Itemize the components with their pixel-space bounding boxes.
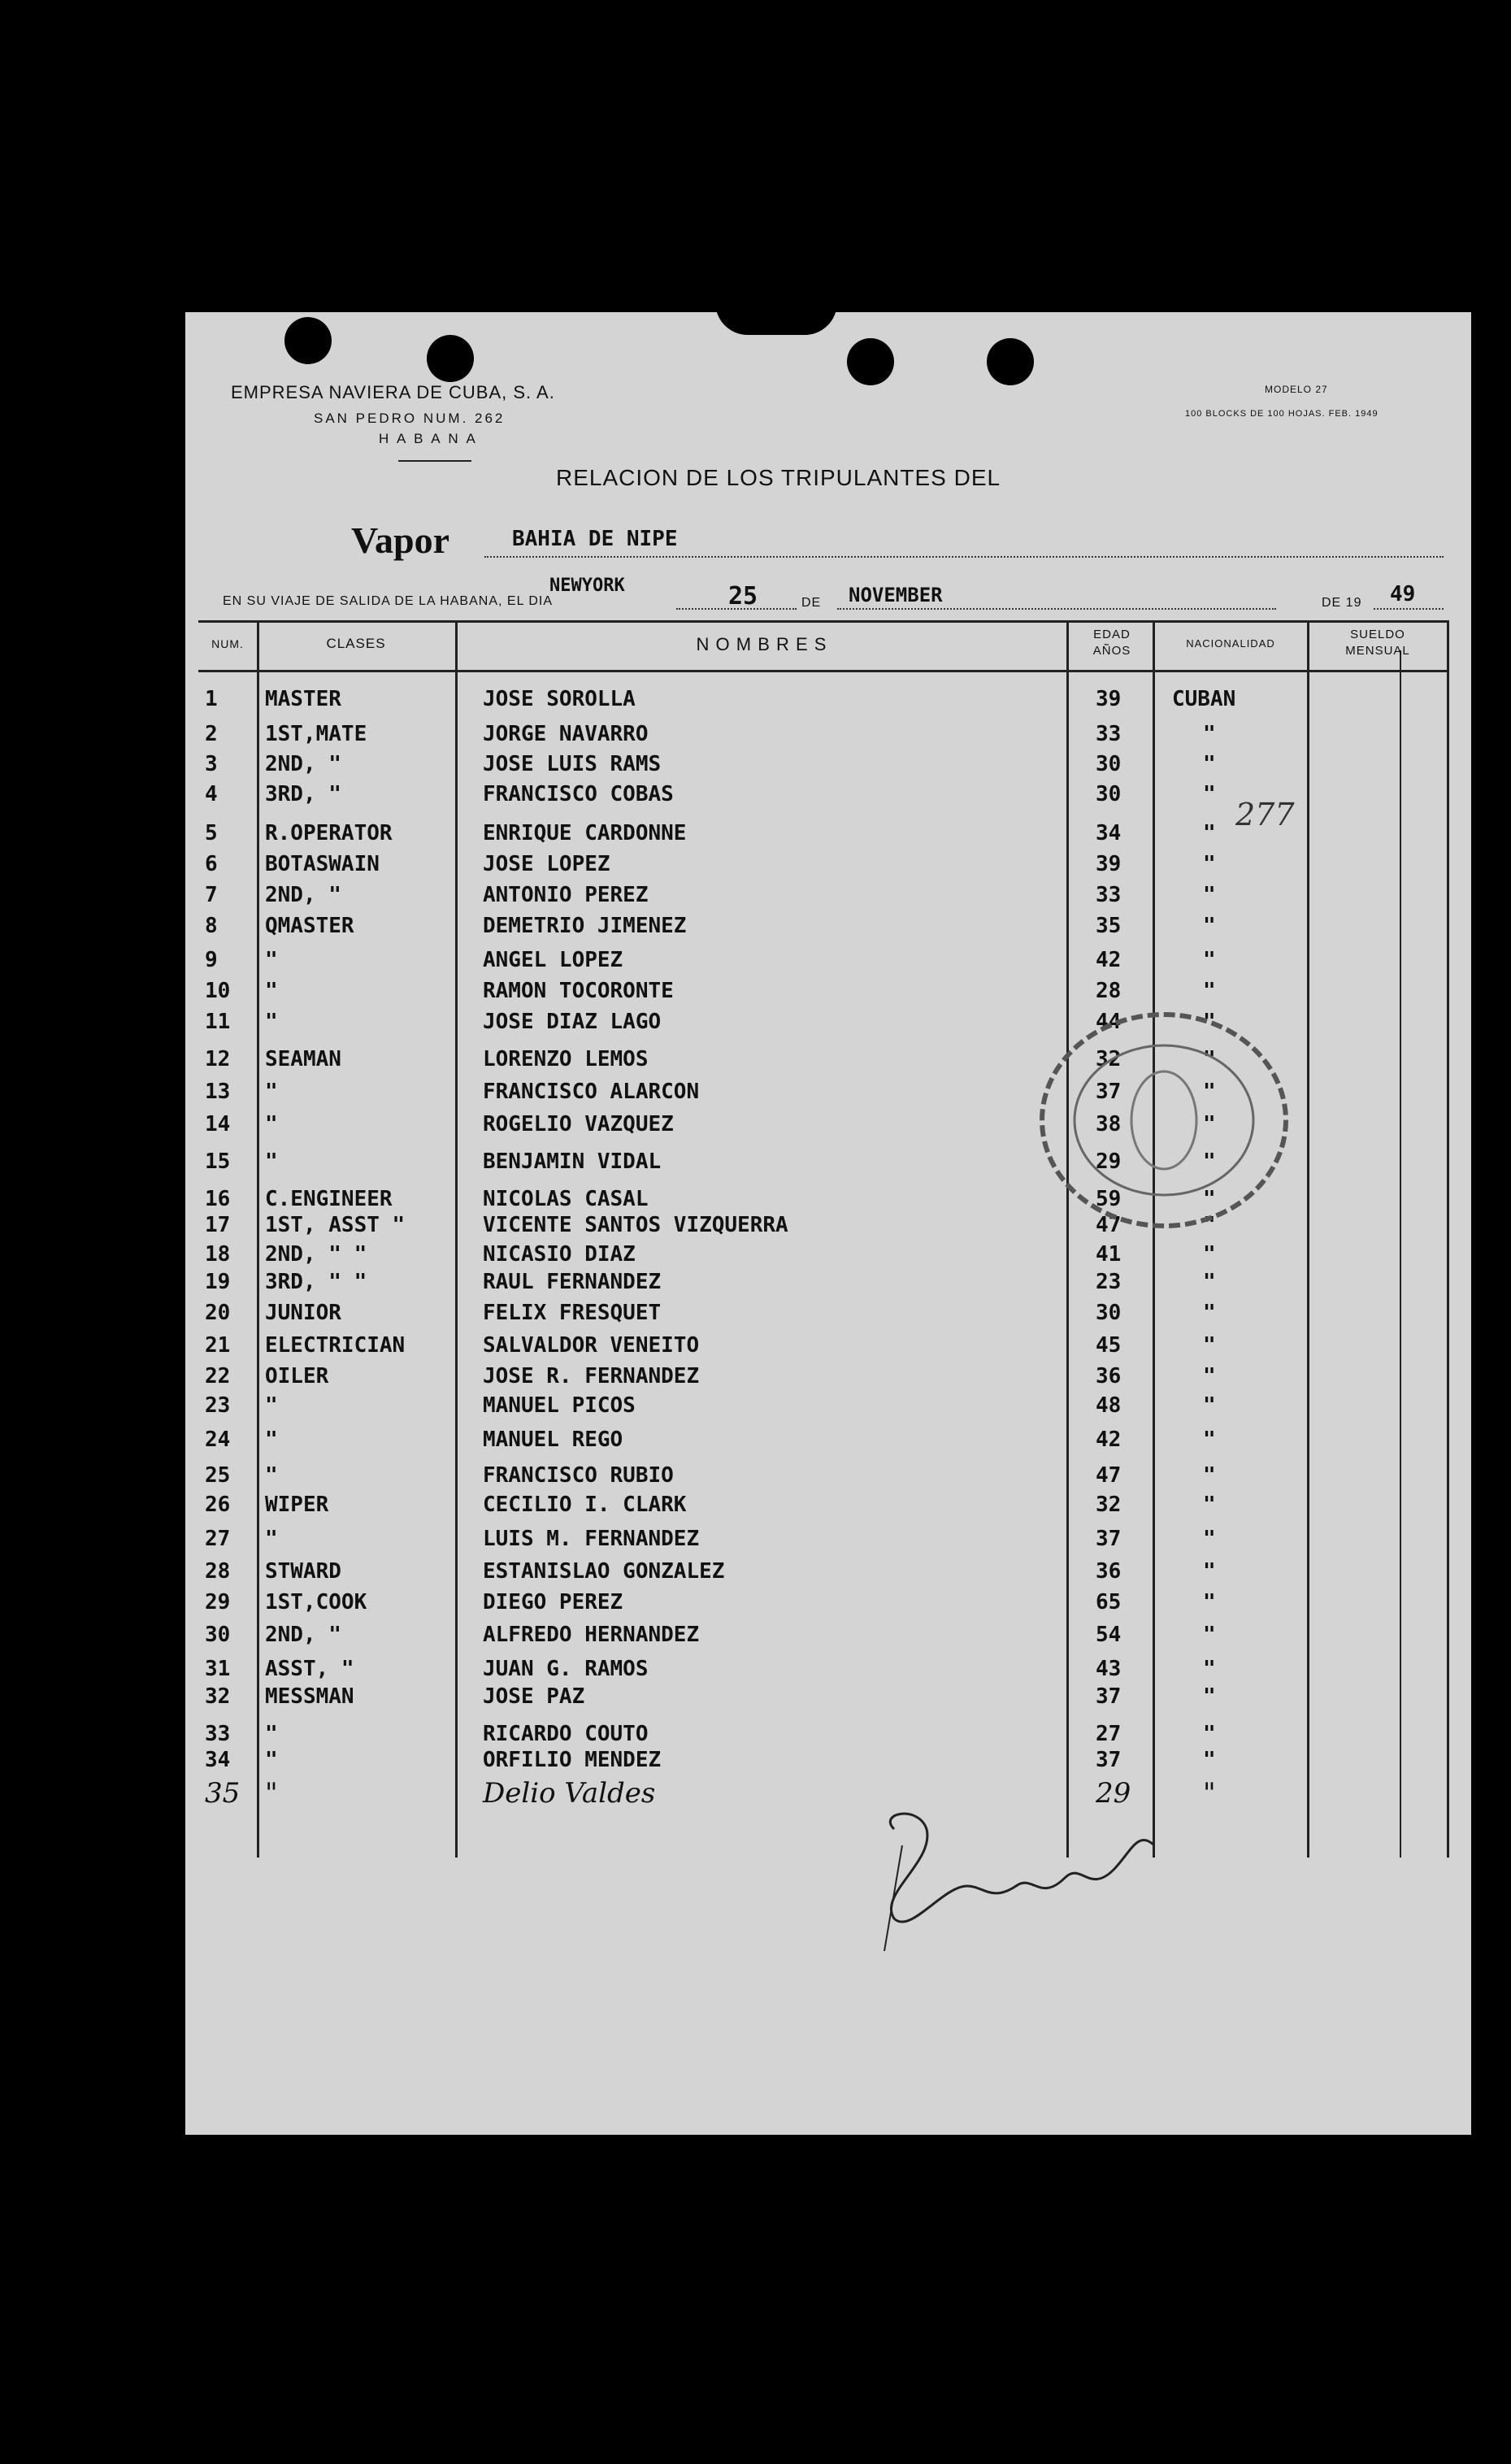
row-nombre: ANTONIO PEREZ	[483, 883, 649, 907]
row-nacionalidad: "	[1203, 1623, 1216, 1647]
row-clase: "	[265, 979, 278, 1003]
row-nacionalidad: "	[1203, 979, 1216, 1003]
row-num: 17	[205, 1213, 231, 1237]
row-edad: 37	[1096, 1748, 1122, 1772]
row-nombre: NICASIO DIAZ	[483, 1242, 636, 1267]
row-edad: 37	[1096, 1080, 1122, 1104]
row-num: 13	[205, 1080, 231, 1104]
row-nombre: JOSE R. FERNANDEZ	[483, 1364, 700, 1388]
row-nombre: ROGELIO VAZQUEZ	[483, 1112, 674, 1136]
row-nombre: MANUEL PICOS	[483, 1393, 636, 1418]
row-edad: 27	[1096, 1722, 1122, 1746]
voyage-destination: NEWYORK	[549, 576, 625, 596]
row-nombre: SALVALDOR VENEITO	[483, 1333, 700, 1358]
row-num: 2	[205, 722, 218, 746]
row-clase: 1ST,COOK	[265, 1590, 367, 1614]
voyage-year: 49	[1390, 582, 1416, 606]
col-header-sueldo-2: MENSUAL	[1345, 644, 1410, 658]
row-nacionalidad: "	[1203, 1777, 1216, 1810]
row-num: 11	[205, 1010, 231, 1034]
row-nombre: JOSE LUIS RAMS	[483, 752, 662, 776]
punch-hole-center-right	[847, 338, 894, 385]
row-clase: "	[265, 1080, 278, 1104]
row-edad: 30	[1096, 752, 1122, 776]
row-edad: 34	[1096, 821, 1122, 845]
row-num: 5	[205, 821, 218, 845]
row-nacionalidad: "	[1203, 1684, 1216, 1709]
row-clase: 1ST,MATE	[265, 722, 367, 746]
voyage-year-label: DE 19	[1322, 596, 1362, 610]
row-num: 20	[205, 1301, 231, 1325]
row-num: 15	[205, 1149, 231, 1174]
row-clase: WIPER	[265, 1493, 329, 1517]
row-nombre: LORENZO LEMOS	[483, 1047, 649, 1071]
voyage-prefix: EN SU VIAJE DE SALIDA DE LA HABANA, EL DIA	[223, 594, 553, 608]
row-clase: "	[265, 1393, 278, 1418]
row-num: 31	[205, 1657, 231, 1681]
row-clase: ASST, "	[265, 1657, 354, 1681]
row-edad: 37	[1096, 1527, 1122, 1551]
col-header-edad-2: AÑOS	[1092, 644, 1131, 658]
row-nombre: FRANCISCO COBAS	[483, 782, 674, 806]
row-clase: "	[265, 1149, 278, 1174]
row-nombre: FELIX FRESQUET	[483, 1301, 662, 1325]
form-model: MODELO 27	[1265, 384, 1328, 395]
row-edad: 32	[1096, 1047, 1122, 1071]
row-nacionalidad: "	[1203, 1364, 1216, 1388]
company-address: SAN PEDRO NUM. 262	[314, 411, 506, 426]
col-header-num: NUM.	[211, 637, 244, 650]
row-num: 29	[205, 1590, 231, 1614]
row-nombre: ORFILIO MENDEZ	[483, 1748, 662, 1772]
col-header-nacionalidad: NACIONALIDAD	[1186, 637, 1275, 650]
paper-tear	[715, 302, 837, 335]
row-nombre: ENRIQUE CARDONNE	[483, 821, 687, 845]
row-edad: 36	[1096, 1559, 1122, 1584]
row-clase: 2ND, "	[265, 883, 341, 907]
row-num: 6	[205, 852, 218, 876]
row-nacionalidad: "	[1203, 821, 1216, 845]
row-num: 27	[205, 1527, 231, 1551]
row-nombre: MANUEL REGO	[483, 1428, 623, 1452]
row-nombre: VICENTE SANTOS VIZQUERRA	[483, 1213, 788, 1237]
row-edad: 44	[1096, 1010, 1122, 1034]
row-nombre: JOSE DIAZ LAGO	[483, 1010, 662, 1034]
row-nacionalidad: "	[1203, 1047, 1216, 1071]
row-nombre: FRANCISCO RUBIO	[483, 1463, 674, 1488]
row-nacionalidad: "	[1203, 1213, 1216, 1237]
row-num: 33	[205, 1722, 231, 1746]
row-nombre: ANGEL LOPEZ	[483, 948, 623, 972]
row-nombre: DIEGO PEREZ	[483, 1590, 623, 1614]
row-num: 25	[205, 1463, 231, 1488]
col-divider-nac	[1307, 620, 1309, 1858]
col-divider-sueldo	[1400, 650, 1401, 1858]
row-clase: JUNIOR	[265, 1301, 341, 1325]
row-num: 28	[205, 1559, 231, 1584]
margin-note: 277	[1235, 797, 1295, 832]
row-num: 26	[205, 1493, 231, 1517]
table-top-rule	[198, 620, 1448, 623]
row-clase: 1ST, ASST "	[265, 1213, 406, 1237]
row-nacionalidad: "	[1203, 752, 1216, 776]
col-header-sueldo-1: SUELDO	[1350, 628, 1405, 641]
voyage-de: DE	[801, 596, 822, 610]
month-line	[837, 608, 1276, 610]
row-clase: R.OPERATOR	[265, 821, 393, 845]
row-nombre: CECILIO I. CLARK	[483, 1493, 687, 1517]
row-clase: 2ND, " "	[265, 1242, 367, 1267]
row-nombre: DEMETRIO JIMENEZ	[483, 914, 687, 938]
row-num: 7	[205, 883, 218, 907]
row-edad: 32	[1096, 1493, 1122, 1517]
row-num: 3	[205, 752, 218, 776]
row-nacionalidad: "	[1203, 1187, 1216, 1211]
row-nombre: FRANCISCO ALARCON	[483, 1080, 700, 1104]
row-edad: 35	[1096, 914, 1122, 938]
row-num: 19	[205, 1270, 231, 1294]
row-nacionalidad: "	[1203, 1722, 1216, 1746]
row-num: 32	[205, 1684, 231, 1709]
document-title: RELACION DE LOS TRIPULANTES DEL	[556, 465, 1001, 490]
row-nacionalidad: "	[1203, 1010, 1216, 1034]
row-clase: 3RD, "	[265, 782, 341, 806]
row-clase: STWARD	[265, 1559, 341, 1584]
row-nacionalidad: "	[1203, 1301, 1216, 1325]
row-edad: 33	[1096, 722, 1122, 746]
row-nacionalidad: "	[1203, 852, 1216, 876]
row-edad: 48	[1096, 1393, 1122, 1418]
row-edad: 23	[1096, 1270, 1122, 1294]
row-nombre: JORGE NAVARRO	[483, 722, 649, 746]
row-num: 22	[205, 1364, 231, 1388]
row-edad: 39	[1096, 852, 1122, 876]
vessel-name: BAHIA DE NIPE	[512, 527, 678, 551]
letterhead-rule	[398, 460, 471, 462]
row-num: 4	[205, 782, 218, 806]
row-num: 10	[205, 979, 231, 1003]
row-nombre: LUIS M. FERNANDEZ	[483, 1527, 700, 1551]
row-num: 1	[205, 687, 218, 711]
col-header-edad-1: EDAD	[1093, 628, 1131, 641]
voyage-day: 25	[728, 582, 758, 611]
row-edad: 38	[1096, 1112, 1122, 1136]
row-nombre: RAUL FERNANDEZ	[483, 1270, 662, 1294]
row-edad: 33	[1096, 883, 1122, 907]
row-edad: 37	[1096, 1684, 1122, 1709]
row-nacionalidad: "	[1203, 914, 1216, 938]
col-header-clases: CLASES	[326, 636, 386, 651]
row-nombre: BENJAMIN VIDAL	[483, 1149, 662, 1174]
row-nacionalidad: "	[1203, 1149, 1216, 1174]
row-edad: 39	[1096, 687, 1122, 711]
row-clase: "	[265, 1010, 278, 1034]
row-clase: "	[265, 1722, 278, 1746]
row-edad: 59	[1096, 1187, 1122, 1211]
row-clase: 3RD, " "	[265, 1270, 367, 1294]
row-edad: 29	[1096, 1777, 1131, 1810]
row-num: 30	[205, 1623, 231, 1647]
vessel-label: Vapor	[351, 519, 449, 561]
row-edad: 42	[1096, 1428, 1122, 1452]
row-num: 34	[205, 1748, 231, 1772]
row-nacionalidad: "	[1203, 948, 1216, 972]
row-num: 9	[205, 948, 218, 972]
row-edad: 41	[1096, 1242, 1122, 1267]
row-edad: 30	[1096, 782, 1122, 806]
row-clase: C.ENGINEER	[265, 1187, 393, 1211]
row-edad: 28	[1096, 979, 1122, 1003]
col-header-nombres: N O M B R E S	[696, 634, 827, 654]
row-edad: 47	[1096, 1463, 1122, 1488]
company-name: EMPRESA NAVIERA DE CUBA, S. A.	[231, 382, 555, 402]
row-nacionalidad: "	[1203, 1270, 1216, 1294]
row-nacionalidad: "	[1203, 1112, 1216, 1136]
row-nacionalidad: "	[1203, 1242, 1216, 1267]
row-clase: MASTER	[265, 687, 341, 711]
row-clase: "	[265, 1112, 278, 1136]
row-clase: BOTASWAIN	[265, 852, 380, 876]
row-clase: "	[265, 948, 278, 972]
row-nacionalidad: "	[1203, 782, 1216, 806]
year-line	[1374, 608, 1444, 610]
row-edad: 54	[1096, 1623, 1122, 1647]
row-clase: "	[265, 1463, 278, 1488]
row-clase: "	[265, 1527, 278, 1551]
row-nacionalidad: "	[1203, 1463, 1216, 1488]
row-nacionalidad: "	[1203, 883, 1216, 907]
row-clase: 2ND, "	[265, 752, 341, 776]
row-clase: SEAMAN	[265, 1047, 341, 1071]
row-nacionalidad: "	[1203, 722, 1216, 746]
row-num: 21	[205, 1333, 231, 1358]
row-edad: 42	[1096, 948, 1122, 972]
row-num: 16	[205, 1187, 231, 1211]
table-header-rule	[198, 670, 1448, 672]
row-num: 14	[205, 1112, 231, 1136]
row-nacionalidad: CUBAN	[1172, 687, 1236, 711]
row-edad: 43	[1096, 1657, 1122, 1681]
row-num: 24	[205, 1428, 231, 1452]
row-nacionalidad: "	[1203, 1590, 1216, 1614]
row-nacionalidad: "	[1203, 1428, 1216, 1452]
row-nacionalidad: "	[1203, 1527, 1216, 1551]
row-nombre: Delio Valdes	[483, 1777, 656, 1810]
row-nacionalidad: "	[1203, 1333, 1216, 1358]
row-nombre: NICOLAS CASAL	[483, 1187, 649, 1211]
row-nombre: RAMON TOCORONTE	[483, 979, 674, 1003]
row-num: 8	[205, 914, 218, 938]
row-clase: MESSMAN	[265, 1684, 354, 1709]
official-stamp	[1026, 998, 1302, 1242]
table-right-border	[1447, 620, 1449, 1858]
punch-hole-center-left	[427, 335, 474, 382]
row-nombre: ESTANISLAO GONZALEZ	[483, 1559, 725, 1584]
row-clase: ELECTRICIAN	[265, 1333, 406, 1358]
row-clase: OILER	[265, 1364, 329, 1388]
row-clase: "	[265, 1428, 278, 1452]
col-divider-clases	[455, 620, 458, 1858]
row-edad: 47	[1096, 1213, 1122, 1237]
row-nombre: JUAN G. RAMOS	[483, 1657, 649, 1681]
row-edad: 30	[1096, 1301, 1122, 1325]
voyage-month: NOVEMBER	[849, 584, 943, 606]
row-num: 18	[205, 1242, 231, 1267]
row-nacionalidad: "	[1203, 1493, 1216, 1517]
signature	[845, 1797, 1187, 1959]
row-nombre: RICARDO COUTO	[483, 1722, 649, 1746]
row-clase: "	[265, 1748, 278, 1772]
row-nacionalidad: "	[1203, 1393, 1216, 1418]
row-edad: 36	[1096, 1364, 1122, 1388]
row-edad: 29	[1096, 1149, 1122, 1174]
punch-hole-right	[987, 338, 1034, 385]
col-divider-num	[257, 620, 259, 1858]
row-num: 12	[205, 1047, 231, 1071]
row-nombre: JOSE LOPEZ	[483, 852, 610, 876]
punch-hole-left	[284, 317, 332, 364]
row-nacionalidad: "	[1203, 1080, 1216, 1104]
row-num: 23	[205, 1393, 231, 1418]
row-nacionalidad: "	[1203, 1748, 1216, 1772]
row-nombre: JOSE SOROLLA	[483, 687, 636, 711]
row-nombre: ALFREDO HERNANDEZ	[483, 1623, 700, 1647]
row-num: 35	[205, 1777, 241, 1810]
row-edad: 45	[1096, 1333, 1122, 1358]
company-city: H A B A N A	[379, 431, 478, 446]
form-print-run: 100 BLOCKS DE 100 HOJAS. FEB. 1949	[1185, 409, 1379, 419]
row-nacionalidad: "	[1203, 1559, 1216, 1584]
row-clase: 2ND, "	[265, 1623, 341, 1647]
row-clase: QMASTER	[265, 914, 354, 938]
vessel-line	[484, 556, 1444, 558]
row-nombre: JOSE PAZ	[483, 1684, 585, 1709]
row-edad: 65	[1096, 1590, 1122, 1614]
row-nacionalidad: "	[1203, 1657, 1216, 1681]
row-clase: "	[265, 1777, 278, 1810]
